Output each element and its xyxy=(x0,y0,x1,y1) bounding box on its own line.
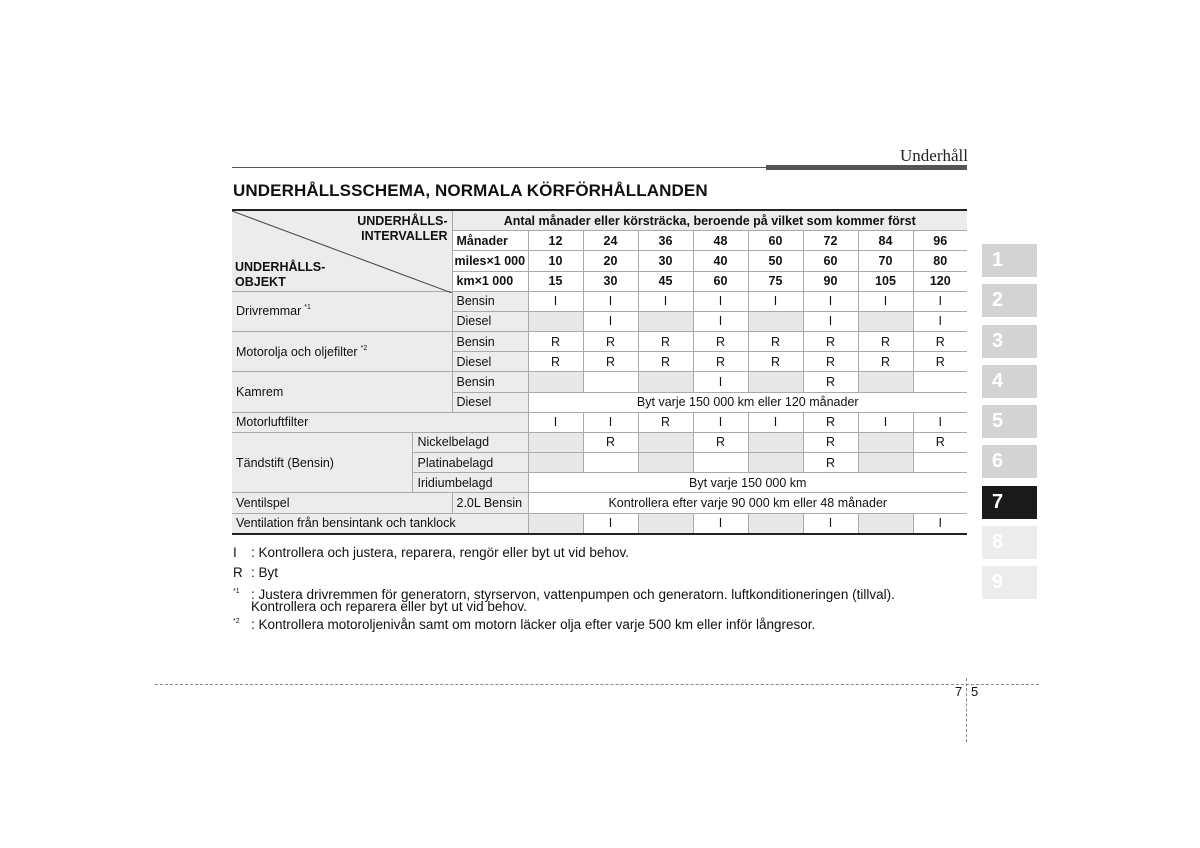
plug-type-label: Platinabelagd xyxy=(412,453,528,473)
corner-top-line2: INTERVALLER xyxy=(361,229,448,243)
item-ventilspel: Ventilspel xyxy=(232,493,452,513)
schedule-cell xyxy=(583,453,638,473)
page-number: 5 xyxy=(971,684,979,699)
schedule-cell xyxy=(858,453,913,473)
km-cell: 60 xyxy=(693,271,748,291)
months-cell: 84 xyxy=(858,231,913,251)
km-label: km×1 000 xyxy=(452,271,528,291)
schedule-cell: I xyxy=(583,513,638,534)
months-cell: 48 xyxy=(693,231,748,251)
legend-key: I xyxy=(233,545,237,560)
schedule-cell: I xyxy=(693,372,748,392)
footnote-marker: *2 xyxy=(360,344,368,352)
schedule-cell xyxy=(528,513,583,534)
schedule-cell: R xyxy=(693,332,748,352)
chapter-tab-5[interactable]: 5 xyxy=(982,405,1037,438)
miles-cell: 40 xyxy=(693,251,748,271)
schedule-cell: R xyxy=(638,332,693,352)
item-label: Motorolja och oljefilter xyxy=(236,344,358,359)
schedule-cell: R xyxy=(748,332,803,352)
km-cell: 90 xyxy=(803,271,858,291)
item-label: Drivremmar xyxy=(236,304,302,319)
schedule-cell: I xyxy=(693,291,748,311)
plug-type-label: Iridiumbelagd xyxy=(412,473,528,493)
schedule-cell: I xyxy=(913,412,967,432)
schedule-cell xyxy=(858,372,913,392)
chapter-tab-8[interactable]: 8 xyxy=(982,526,1037,559)
miles-cell: 50 xyxy=(748,251,803,271)
schedule-cell: I xyxy=(858,412,913,432)
schedule-cell: I xyxy=(693,311,748,331)
schedule-cell: I xyxy=(528,412,583,432)
schedule-cell: R xyxy=(583,352,638,372)
fuel-label: Diesel xyxy=(452,352,528,372)
schedule-cell: I xyxy=(528,291,583,311)
corner-bottom-line2: OBJEKT xyxy=(235,275,286,289)
maintenance-schedule-table xyxy=(232,209,967,535)
schedule-cell xyxy=(528,311,583,331)
months-cell: 96 xyxy=(913,231,967,251)
corner-top-line1: UNDERHÅLLS- xyxy=(357,214,448,228)
footnote-text: : Kontrollera motoroljenivån samt om motorn läcker olja efter varje 500 km eller inför långresor. xyxy=(251,617,816,632)
plug-type-label: Nickelbelagd xyxy=(412,432,528,452)
legend-key: R xyxy=(233,565,243,580)
schedule-cell: I xyxy=(803,291,858,311)
miles-cell: 10 xyxy=(528,251,583,271)
schedule-cell: R xyxy=(583,432,638,452)
chapter-tab-9[interactable]: 9 xyxy=(982,566,1037,599)
schedule-cell xyxy=(858,432,913,452)
schedule-note: Byt varje 150 000 km xyxy=(528,473,967,493)
legend-text: : Kontrollera och justera, reparera, rengör eller byt ut vid behov. xyxy=(251,545,629,560)
miles-cell: 80 xyxy=(913,251,967,271)
schedule-cell: R xyxy=(528,332,583,352)
schedule-cell xyxy=(638,372,693,392)
fuel-label: Bensin xyxy=(452,291,528,311)
schedule-cell xyxy=(858,513,913,534)
schedule-cell: I xyxy=(583,291,638,311)
schedule-cell xyxy=(528,432,583,452)
schedule-cell: I xyxy=(803,311,858,331)
schedule-cell: R xyxy=(748,352,803,372)
chapter-tab-2[interactable]: 2 xyxy=(982,284,1037,317)
schedule-cell: R xyxy=(693,432,748,452)
schedule-cell: R xyxy=(803,352,858,372)
schedule-cell xyxy=(748,372,803,392)
schedule-cell: I xyxy=(693,412,748,432)
schedule-cell: I xyxy=(913,291,967,311)
schedule-cell xyxy=(693,453,748,473)
km-cell: 75 xyxy=(748,271,803,291)
footnote-key: *2 xyxy=(233,618,240,625)
fuel-label: Diesel xyxy=(452,392,528,412)
header-rule-accent xyxy=(766,165,967,170)
schedule-note: Byt varje 150 000 km eller 120 månader xyxy=(528,392,967,412)
schedule-cell: R xyxy=(583,332,638,352)
months-cell: 36 xyxy=(638,231,693,251)
schedule-cell: I xyxy=(858,291,913,311)
footnote-text: : Justera drivremmen för generatorn, styrservon, vattenpumpen och generatorn. luftkonditioneringen (tillval). xyxy=(251,587,895,602)
schedule-cell: I xyxy=(583,412,638,432)
item-drivremmar xyxy=(232,291,452,331)
schedule-cell: I xyxy=(693,513,748,534)
schedule-cell xyxy=(748,432,803,452)
legend-text: : Byt xyxy=(251,565,279,580)
schedule-cell: I xyxy=(748,291,803,311)
page-title: UNDERHÅLLSSCHEMA, NORMALA KÖRFÖRHÅLLANDEN xyxy=(233,181,708,200)
km-cell: 120 xyxy=(913,271,967,291)
schedule-cell xyxy=(583,372,638,392)
item-tandstift: Tändstift (Bensin) xyxy=(232,432,412,493)
footnote-2 xyxy=(233,614,815,633)
months-cell: 24 xyxy=(583,231,638,251)
schedule-cell: R xyxy=(638,412,693,432)
footer-rule xyxy=(155,684,1039,685)
km-cell: 105 xyxy=(858,271,913,291)
schedule-cell xyxy=(748,311,803,331)
legend-inspect xyxy=(233,545,629,561)
km-cell: 15 xyxy=(528,271,583,291)
page-chapter-number: 7 xyxy=(955,684,963,699)
chapter-tab-6[interactable]: 6 xyxy=(982,445,1037,478)
schedule-cell xyxy=(638,513,693,534)
item-kamrem: Kamrem xyxy=(232,372,452,412)
miles-cell: 20 xyxy=(583,251,638,271)
schedule-cell: R xyxy=(913,352,967,372)
table-corner-header xyxy=(232,210,452,291)
miles-cell: 30 xyxy=(638,251,693,271)
item-motorluftfilter: Motorluftfilter xyxy=(232,412,528,432)
schedule-cell: R xyxy=(803,432,858,452)
corner-bottom-line1: UNDERHÅLLS- xyxy=(235,260,326,274)
footer-divider xyxy=(966,678,967,742)
schedule-cell: R xyxy=(803,453,858,473)
schedule-cell: I xyxy=(913,311,967,331)
schedule-cell: I xyxy=(748,412,803,432)
item-ventilation: Ventilation från bensintank och tanklock xyxy=(232,513,528,534)
schedule-cell: R xyxy=(528,352,583,372)
section-title: Underhåll xyxy=(900,146,968,165)
schedule-cell: R xyxy=(638,352,693,372)
schedule-cell: R xyxy=(803,332,858,352)
schedule-cell: R xyxy=(803,372,858,392)
chapter-tab-7[interactable]: 7 xyxy=(982,486,1037,519)
miles-cell: 60 xyxy=(803,251,858,271)
schedule-cell xyxy=(858,311,913,331)
chapter-tab-1[interactable]: 1 xyxy=(982,244,1037,277)
interval-heading: Antal månader eller körsträcka, beroende på vilket som kommer först xyxy=(452,210,967,231)
months-label: Månader xyxy=(452,231,528,251)
footnote-key: *1 xyxy=(233,588,240,595)
schedule-cell: I xyxy=(583,311,638,331)
chapter-tabs xyxy=(982,244,1037,607)
schedule-cell: I xyxy=(803,513,858,534)
schedule-cell: R xyxy=(803,412,858,432)
footnote-1-cont: Kontrollera och reparera eller byt ut vid behov. xyxy=(251,599,527,614)
fuel-label: Bensin xyxy=(452,332,528,352)
miles-cell: 70 xyxy=(858,251,913,271)
schedule-cell xyxy=(528,372,583,392)
schedule-cell: R xyxy=(858,332,913,352)
schedule-cell xyxy=(913,453,967,473)
months-cell: 72 xyxy=(803,231,858,251)
chapter-tab-3[interactable]: 3 xyxy=(982,325,1037,358)
km-cell: 30 xyxy=(583,271,638,291)
chapter-tab-4[interactable]: 4 xyxy=(982,365,1037,398)
schedule-cell xyxy=(638,432,693,452)
schedule-cell: I xyxy=(913,513,967,534)
km-cell: 45 xyxy=(638,271,693,291)
engine-label: 2.0L Bensin xyxy=(452,493,528,513)
fuel-label: Diesel xyxy=(452,311,528,331)
schedule-cell xyxy=(913,372,967,392)
legend-replace xyxy=(233,565,278,581)
schedule-cell: R xyxy=(858,352,913,372)
schedule-cell: R xyxy=(693,352,748,372)
schedule-note: Kontrollera efter varje 90 000 km eller 48 månader xyxy=(528,493,967,513)
schedule-cell: I xyxy=(638,291,693,311)
footnote-marker: *1 xyxy=(304,304,311,312)
months-cell: 12 xyxy=(528,231,583,251)
schedule-cell xyxy=(528,453,583,473)
schedule-cell xyxy=(638,453,693,473)
schedule-cell xyxy=(748,513,803,534)
schedule-cell: R xyxy=(913,332,967,352)
schedule-cell xyxy=(748,453,803,473)
item-motorolja xyxy=(232,332,452,372)
months-cell: 60 xyxy=(748,231,803,251)
schedule-cell xyxy=(638,311,693,331)
fuel-label: Bensin xyxy=(452,372,528,392)
miles-label: miles×1 000 xyxy=(452,251,528,271)
schedule-cell: R xyxy=(913,432,967,452)
